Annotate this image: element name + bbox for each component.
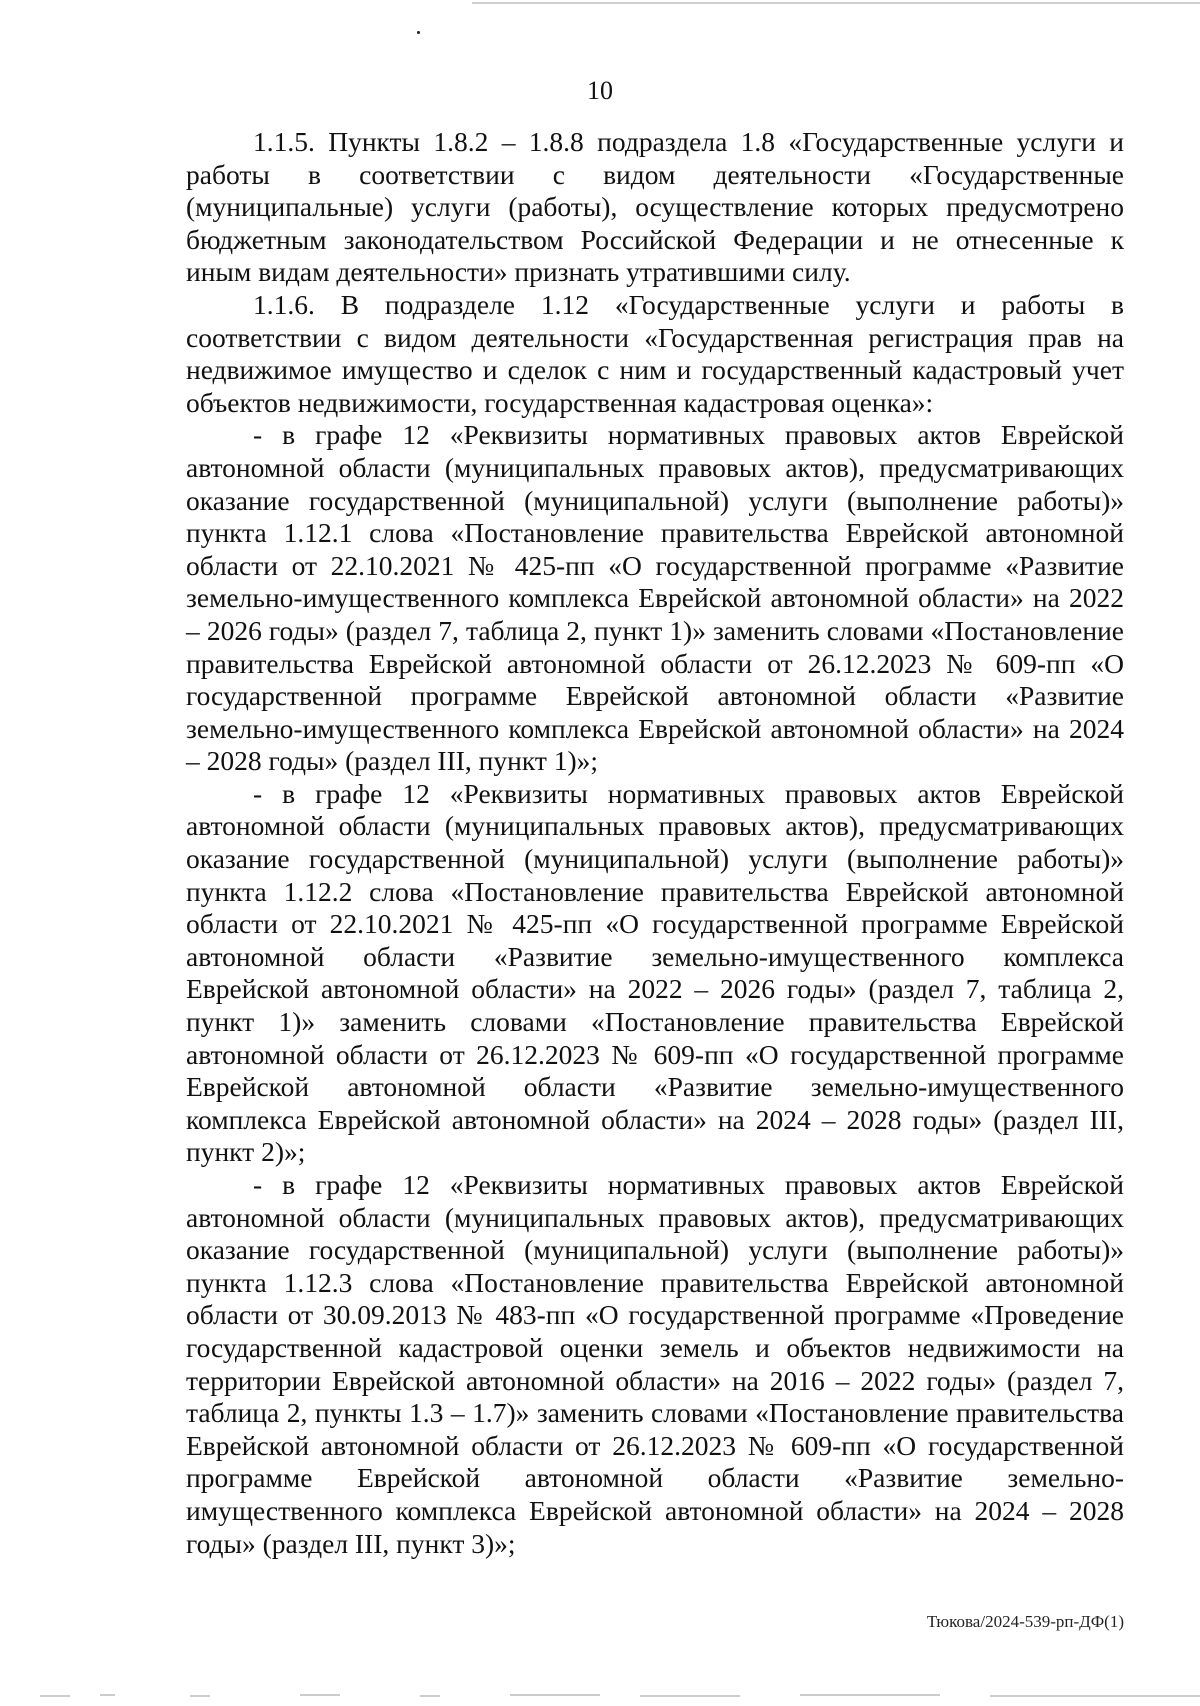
scan-bottom-edge <box>40 1690 1200 1700</box>
paragraph-item-1-12-3: - в графе 12 «Реквизиты нормативных правовых актов Еврейской автономной области (муниципальных правовых актов), предусматривающих оказание государственной (муниципальной) услуги (выполнение работы)» пункта 1.12.3 слова «Постановление правительства Еврейской автономной области от 30.09.2013 № 483-пп «О государственной программе «Проведение государственной кадастровой оценки земель и объектов недвижимости на территории Еврейской автономной области» на 2016 – 2022 годы» (раздел 7, таблица 2, пункты 1.3 – 1.7)» заменить словами «Постановление правительства Еврейской автономной области от 26.12.2023 № 609-пп «О государственной программе Еврейской автономной области «Развитие земельно-имущественного комплекса Еврейской автономной области» на 2024 – 2028 годы» (раздел III, пункт 3)»; <box>186 1169 1124 1559</box>
footer-document-code: Тюкова/2024-539-рп-ДФ(1) <box>926 1612 1124 1631</box>
scan-speck <box>417 31 420 34</box>
paragraph-1-1-6: 1.1.6. В подразделе 1.12 «Государственные услуги и работы в соответствии с видом деятельности «Государственная регистрация прав на недвижимое имущество и сделок с ним и государственный кадастровый учет объектов недвижимости, государственная кадастровая оценка»: <box>186 288 1124 418</box>
document-body <box>186 126 1124 1560</box>
page-number: 10 <box>587 76 613 105</box>
paragraph-1-1-5: 1.1.5. Пункты 1.8.2 – 1.8.8 подраздела 1.8 «Государственные услуги и работы в соответствии с видом деятельности «Государственные (муниципальные) услуги (работы), осуществление которых предусмотрено бюджетным законодательством Российской Федерации и не отнесенные к иным видам деятельности» признать утратившими силу. <box>186 126 1124 288</box>
paragraph-item-1-12-1: - в графе 12 «Реквизиты нормативных правовых актов Еврейской автономной области (муниципальных правовых актов), предусматривающих оказание государственной (муниципальной) услуги (выполнение работы)» пункта 1.12.1 слова «Постановление правительства Еврейской автономной области от 22.10.2021 № 425-пп «О государственной программе «Развитие земельно-имущественного комплекса Еврейской автономной области» на 2022 – 2026 годы» (раздел 7, таблица 2, пункт 1)» заменить словами «Постановление правительства Еврейской автономной области от 26.12.2023 № 609-пп «О государственной программе Еврейской автономной области «Развитие земельно-имущественного комплекса Еврейской автономной области» на 2024 – 2028 годы» (раздел III, пункт 1)»; <box>186 419 1124 777</box>
scan-edge-line <box>472 2 1200 4</box>
paragraph-item-1-12-2: - в графе 12 «Реквизиты нормативных правовых актов Еврейской автономной области (муниципальных правовых актов), предусматривающих оказание государственной (муниципальной) услуги (выполнение работы)» пункта 1.12.2 слова «Постановление правительства Еврейской автономной области от 22.10.2021 № 425-пп «О государственной программе Еврейской автономной области «Развитие земельно-имущественного комплекса Еврейской автономной области» на 2022 – 2026 годы» (раздел 7, таблица 2, пункт 1)» заменить словами «Постановление правительства Еврейской автономной области от 26.12.2023 № 609-пп «О государственной программе Еврейской автономной области «Развитие земельно-имущественного комплекса Еврейской автономной области» на 2024 – 2028 годы» (раздел III, пункт 2)»; <box>186 777 1124 1168</box>
